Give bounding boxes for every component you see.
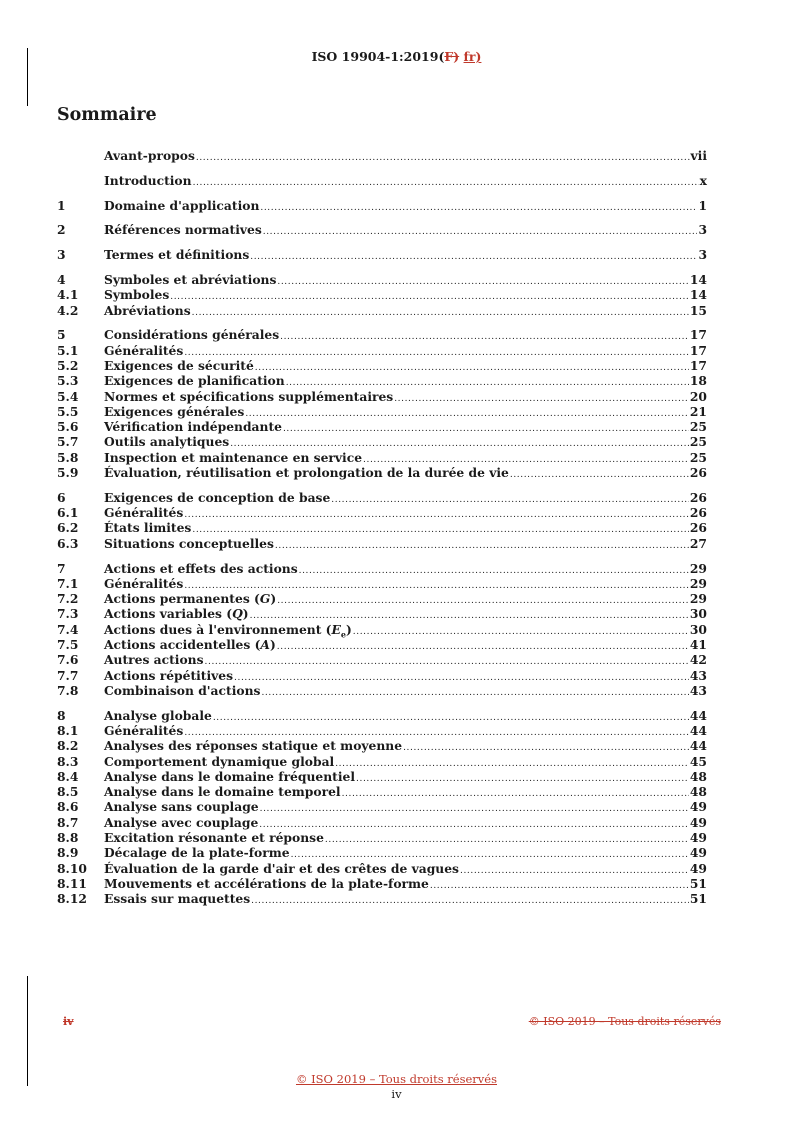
toc-dot-leader (356, 774, 689, 784)
toc-dot-leader (331, 495, 689, 505)
toc-dot-leader (510, 470, 689, 480)
toc-entry[interactable] (57, 815, 707, 830)
toc-entry-page: 45 (689, 753, 707, 769)
toc-entry[interactable] (57, 198, 707, 213)
toc-entry-number: 8.4 (57, 768, 79, 784)
toc-entry-number: 4.2 (57, 302, 79, 318)
toc-entry[interactable] (57, 505, 707, 520)
toc-dot-leader (299, 566, 689, 576)
toc-entry-page: 25 (689, 419, 707, 435)
toc-entry[interactable] (57, 891, 707, 906)
toc-entry[interactable] (57, 404, 707, 419)
toc-entry[interactable] (57, 769, 707, 784)
toc-entry[interactable] (57, 373, 707, 388)
toc-entry-label: Actions permanentes (G) (104, 591, 277, 607)
toc-entry[interactable] (57, 799, 707, 814)
toc-entry-page: 20 (689, 388, 707, 404)
toc-entry-number: 8.5 (57, 784, 79, 800)
header-deleted-text: F) (444, 49, 460, 64)
toc-entry-label: Actions répétitives (104, 667, 234, 683)
toc-entry-label: Références normatives (104, 222, 262, 238)
toc-entry-label: Avant-propos (104, 148, 195, 163)
toc-entry-label: Exigences de sécurité (104, 357, 254, 373)
toc-dot-leader (205, 657, 689, 667)
footer-old-page: iv (63, 1015, 74, 1028)
toc-entry-page: 17 (689, 327, 707, 343)
toc-entry-number: 5.5 (57, 403, 79, 419)
toc-entry-label: Analyse avec couplage (104, 814, 259, 830)
toc-entry-page: 17 (689, 342, 707, 358)
toc-entry-label: Symboles (104, 287, 170, 303)
toc-entry-page: 26 (689, 489, 707, 505)
toc-entry-number: 7.3 (57, 606, 79, 622)
toc-dot-leader (286, 378, 689, 388)
toc-entry-number: 5.7 (57, 434, 79, 450)
toc-entry-label: Vérification indépendante (104, 419, 282, 435)
toc-entry-page: 49 (689, 860, 707, 876)
toc-entry-number: 5.8 (57, 449, 79, 465)
toc-entry[interactable] (57, 738, 707, 753)
toc-entry-number: 7.5 (57, 637, 79, 653)
change-bar-bottom (27, 976, 28, 1086)
toc-entry[interactable] (57, 465, 707, 480)
toc-entry-label: Comportement dynamique global (104, 753, 335, 769)
toc-entry-number: 6.2 (57, 520, 79, 536)
toc-entry[interactable] (57, 434, 707, 449)
toc-dot-leader (251, 896, 689, 906)
footer-old-copyright: © ISO 2019 – Tous droits réservés (528, 1015, 721, 1028)
toc-entry-label: États limites (104, 520, 192, 536)
toc-dot-leader (325, 835, 689, 845)
toc-dot-leader (403, 743, 689, 753)
footer-new-page: iv (391, 1087, 402, 1101)
toc-entry-label: Analyse dans le domaine temporel (104, 784, 341, 800)
toc-entry-label: Analyse sans couplage (104, 799, 259, 815)
footer-old (0, 1015, 793, 1031)
toc-entry-page: 43 (689, 667, 707, 683)
toc-dot-leader (283, 424, 689, 434)
toc-entry-number: 8.2 (57, 738, 79, 754)
toc-entry-page: 44 (689, 707, 707, 723)
toc-dot-leader (259, 820, 689, 830)
toc-entry-page: 51 (689, 875, 707, 891)
toc-dot-leader (192, 525, 689, 535)
document-header (0, 49, 793, 64)
toc-entry-number: 7.8 (57, 682, 79, 698)
toc-entry[interactable] (57, 327, 707, 342)
toc-entry-label: Analyses des réponses statique et moyenne (104, 738, 403, 754)
toc-entry[interactable] (57, 723, 707, 738)
page-title: Sommaire (57, 105, 157, 125)
toc-entry-page: 41 (689, 637, 707, 653)
toc-entry-number: 8.6 (57, 799, 79, 815)
toc-entry-label: Normes et spécifications supplémentaires (104, 388, 394, 404)
toc-entry-page: 26 (689, 520, 707, 536)
toc-entry-label: Situations conceptuelles (104, 535, 274, 551)
toc-entry-number: 8.3 (57, 753, 79, 769)
toc-dot-leader (192, 308, 689, 318)
toc-dot-leader (277, 596, 689, 606)
toc-entry-number: 1 (57, 197, 66, 213)
toc-entry-number: 5.2 (57, 357, 79, 373)
toc-dot-leader (250, 252, 697, 262)
toc-dot-leader (230, 439, 689, 449)
toc-entry-page: 30 (689, 606, 707, 622)
toc-entry[interactable] (57, 536, 707, 551)
header-code: ISO 19904-1:2019( (311, 49, 445, 64)
toc-entry-label: Actions accidentelles (A) (104, 637, 276, 653)
toc-entry[interactable] (57, 591, 707, 606)
toc-entry-page: 17 (689, 357, 707, 373)
toc-entry-label: Décalage de la plate-forme (104, 845, 290, 861)
toc-entry-page: 3 (698, 222, 707, 238)
toc-entry-label: Exigences de planification (104, 373, 285, 389)
toc-entry[interactable] (57, 419, 707, 434)
toc-entry[interactable] (57, 621, 707, 640)
toc-entry-label: Excitation résonante et réponse (104, 830, 324, 846)
toc-entry-number: 6 (57, 489, 66, 505)
table-of-contents (57, 148, 707, 907)
toc-entry-page: 49 (689, 814, 707, 830)
toc-entry-number: 5.4 (57, 388, 79, 404)
toc-entry-label: Exigences de conception de base (104, 489, 331, 505)
toc-dot-leader (260, 804, 689, 814)
toc-entry[interactable] (57, 389, 707, 404)
toc-entry-page: 29 (689, 560, 707, 576)
toc-entry-label: Généralités (104, 723, 184, 738)
toc-dot-leader (277, 642, 689, 652)
toc-entry-label: Domaine d'application (104, 197, 260, 213)
toc-dot-leader (291, 850, 689, 860)
toc-entry-number: 8.1 (57, 723, 79, 738)
toc-entry[interactable] (57, 450, 707, 465)
footer-new-copyright: © ISO 2019 – Tous droits réservés (295, 1072, 497, 1086)
toc-entry-number: 5.9 (57, 465, 79, 481)
toc-entry-label: Abréviations (104, 302, 191, 318)
toc-entry-page: 18 (689, 373, 707, 389)
toc-entry-number: 5 (57, 327, 66, 343)
toc-entry-label: Essais sur maquettes (104, 891, 251, 907)
toc-entry-label: Analyse globale (104, 707, 212, 723)
toc-entry-page: 25 (689, 434, 707, 450)
toc-dot-leader (184, 581, 689, 591)
toc-entry[interactable] (57, 222, 707, 237)
toc-entry-page: 29 (689, 575, 707, 591)
toc-dot-leader (280, 332, 689, 342)
toc-entry-page: 49 (689, 799, 707, 815)
toc-entry-label: Généralités (104, 575, 184, 591)
toc-entry[interactable] (57, 606, 707, 621)
toc-entry-page: 43 (689, 682, 707, 698)
toc-entry-label: Considérations générales (104, 327, 280, 343)
toc-entry[interactable] (57, 520, 707, 535)
toc-entry-number: 8.11 (57, 875, 87, 891)
toc-entry-number: 3 (57, 247, 66, 263)
toc-entry-page: 25 (689, 449, 707, 465)
toc-dot-leader (342, 789, 689, 799)
toc-entry-label: Actions variables (Q) (104, 606, 249, 622)
toc-dot-leader (170, 292, 689, 302)
toc-entry-page: 15 (689, 302, 707, 318)
toc-entry[interactable] (57, 247, 707, 262)
toc-entry-number: 8 (57, 707, 66, 723)
toc-entry-label: Inspection et maintenance en service (104, 449, 363, 465)
toc-entry[interactable] (57, 708, 707, 723)
toc-entry-label: Combinaison d'actions (104, 682, 261, 698)
toc-entry-label: Généralités (104, 342, 184, 358)
toc-entry[interactable] (57, 876, 707, 891)
toc-entry-page: 29 (689, 591, 707, 607)
toc-entry-page: vii (690, 148, 707, 163)
toc-entry-label: Autres actions (104, 652, 204, 668)
toc-dot-leader (184, 728, 689, 738)
toc-entry-number: 5.6 (57, 419, 79, 435)
toc-entry[interactable] (57, 652, 707, 667)
toc-entry-label: Évaluation de la garde d'air et des crêtes de vagues (104, 860, 459, 876)
toc-entry-page: 14 (689, 271, 707, 287)
toc-entry[interactable] (57, 561, 707, 576)
toc-dot-leader (261, 688, 688, 698)
toc-dot-leader (255, 363, 689, 373)
toc-entry-page: 44 (689, 723, 707, 738)
toc-entry-page: 42 (689, 652, 707, 668)
toc-dot-leader (363, 455, 689, 465)
toc-dot-leader (335, 759, 689, 769)
toc-entry[interactable] (57, 683, 707, 698)
toc-entry[interactable] (57, 637, 707, 652)
toc-entry-label: Outils analytiques (104, 434, 230, 450)
toc-entry-number: 5.1 (57, 342, 79, 358)
toc-dot-leader (234, 673, 689, 683)
toc-entry-number: 7 (57, 560, 66, 576)
toc-entry[interactable] (57, 358, 707, 373)
toc-entry-page: 48 (689, 784, 707, 800)
toc-entry-page: 14 (689, 287, 707, 303)
toc-dot-leader (245, 409, 689, 419)
toc-entry-number: 8.8 (57, 830, 79, 846)
toc-entry-label: Termes et définitions (104, 247, 250, 263)
toc-entry-number: 8.12 (57, 891, 87, 907)
toc-entry-page: 48 (689, 768, 707, 784)
toc-entry[interactable] (57, 576, 707, 591)
toc-entry[interactable] (57, 343, 707, 358)
toc-entry-label: Analyse dans le domaine fréquentiel (104, 768, 356, 784)
toc-dot-leader (353, 627, 689, 637)
toc-entry-label: Mouvements et accélérations de la plate-forme (104, 875, 429, 891)
toc-entry-number: 5.3 (57, 373, 79, 389)
toc-entry-page: 21 (689, 403, 707, 419)
footer-new (0, 1072, 793, 1101)
toc-entry-page: 3 (698, 247, 707, 263)
toc-entry-number: 8.7 (57, 814, 79, 830)
toc-entry-label: Actions dues à l'environnement $(E_e)$ (104, 621, 352, 640)
toc-entry-label: Symboles et abréviations (104, 271, 277, 287)
toc-dot-leader (277, 277, 688, 287)
toc-entry-label: Généralités (104, 505, 184, 521)
toc-entry[interactable] (57, 845, 707, 860)
toc-entry-number: 6.3 (57, 535, 79, 551)
toc-entry[interactable] (57, 668, 707, 683)
toc-entry[interactable] (57, 830, 707, 845)
toc-entry-page: 49 (689, 830, 707, 846)
toc-entry[interactable] (57, 754, 707, 769)
toc-entry[interactable] (57, 148, 707, 163)
toc-entry-page: 44 (689, 738, 707, 754)
toc-entry-number: 7.7 (57, 667, 79, 683)
toc-dot-leader (260, 203, 697, 213)
toc-entry[interactable] (57, 287, 707, 302)
toc-entry-page: 26 (689, 505, 707, 521)
toc-entry[interactable] (57, 784, 707, 799)
toc-dot-leader (250, 611, 689, 621)
toc-entry-page: 26 (689, 465, 707, 481)
toc-entry-number: 8.10 (57, 860, 87, 876)
toc-entry-label: Évaluation, réutilisation et prolongation de la durée de vie (104, 465, 509, 481)
toc-entry-label: Introduction (104, 172, 192, 188)
toc-dot-leader (184, 348, 689, 358)
toc-dot-leader (184, 510, 689, 520)
toc-entry-page: 27 (689, 535, 707, 551)
toc-entry-number: 8.9 (57, 845, 79, 861)
toc-entry[interactable] (57, 272, 707, 287)
toc-entry-page: 1 (698, 197, 707, 213)
toc-entry-page: 49 (689, 845, 707, 861)
toc-entry-label: Actions et effets des actions (104, 560, 298, 576)
toc-entry-number: 7.1 (57, 575, 79, 591)
toc-entry-number: 2 (57, 222, 66, 238)
toc-entry-number: 7.4 (57, 621, 79, 637)
toc-entry[interactable] (57, 303, 707, 318)
toc-entry-page: 30 (689, 621, 707, 637)
toc-dot-leader (263, 227, 698, 237)
toc-entry[interactable] (57, 861, 707, 876)
toc-dot-leader (394, 394, 689, 404)
toc-dot-leader (460, 866, 689, 876)
toc-entry[interactable] (57, 173, 707, 188)
toc-dot-leader (193, 178, 699, 188)
toc-dot-leader (275, 541, 689, 551)
toc-entry-number: 4.1 (57, 287, 79, 303)
toc-entry-number: 7.6 (57, 652, 79, 668)
toc-entry-page: x (699, 172, 707, 188)
toc-entry-page: 51 (689, 891, 707, 907)
toc-entry[interactable] (57, 490, 707, 505)
toc-dot-leader (213, 713, 689, 723)
toc-entry-number: 6.1 (57, 505, 79, 521)
toc-entry-number: 4 (57, 271, 66, 287)
toc-dot-leader (196, 153, 690, 163)
header-inserted-text: fr) (463, 49, 482, 64)
toc-dot-leader (430, 881, 689, 891)
toc-entry-label: Exigences générales (104, 403, 245, 419)
toc-entry-number: 7.2 (57, 591, 79, 607)
